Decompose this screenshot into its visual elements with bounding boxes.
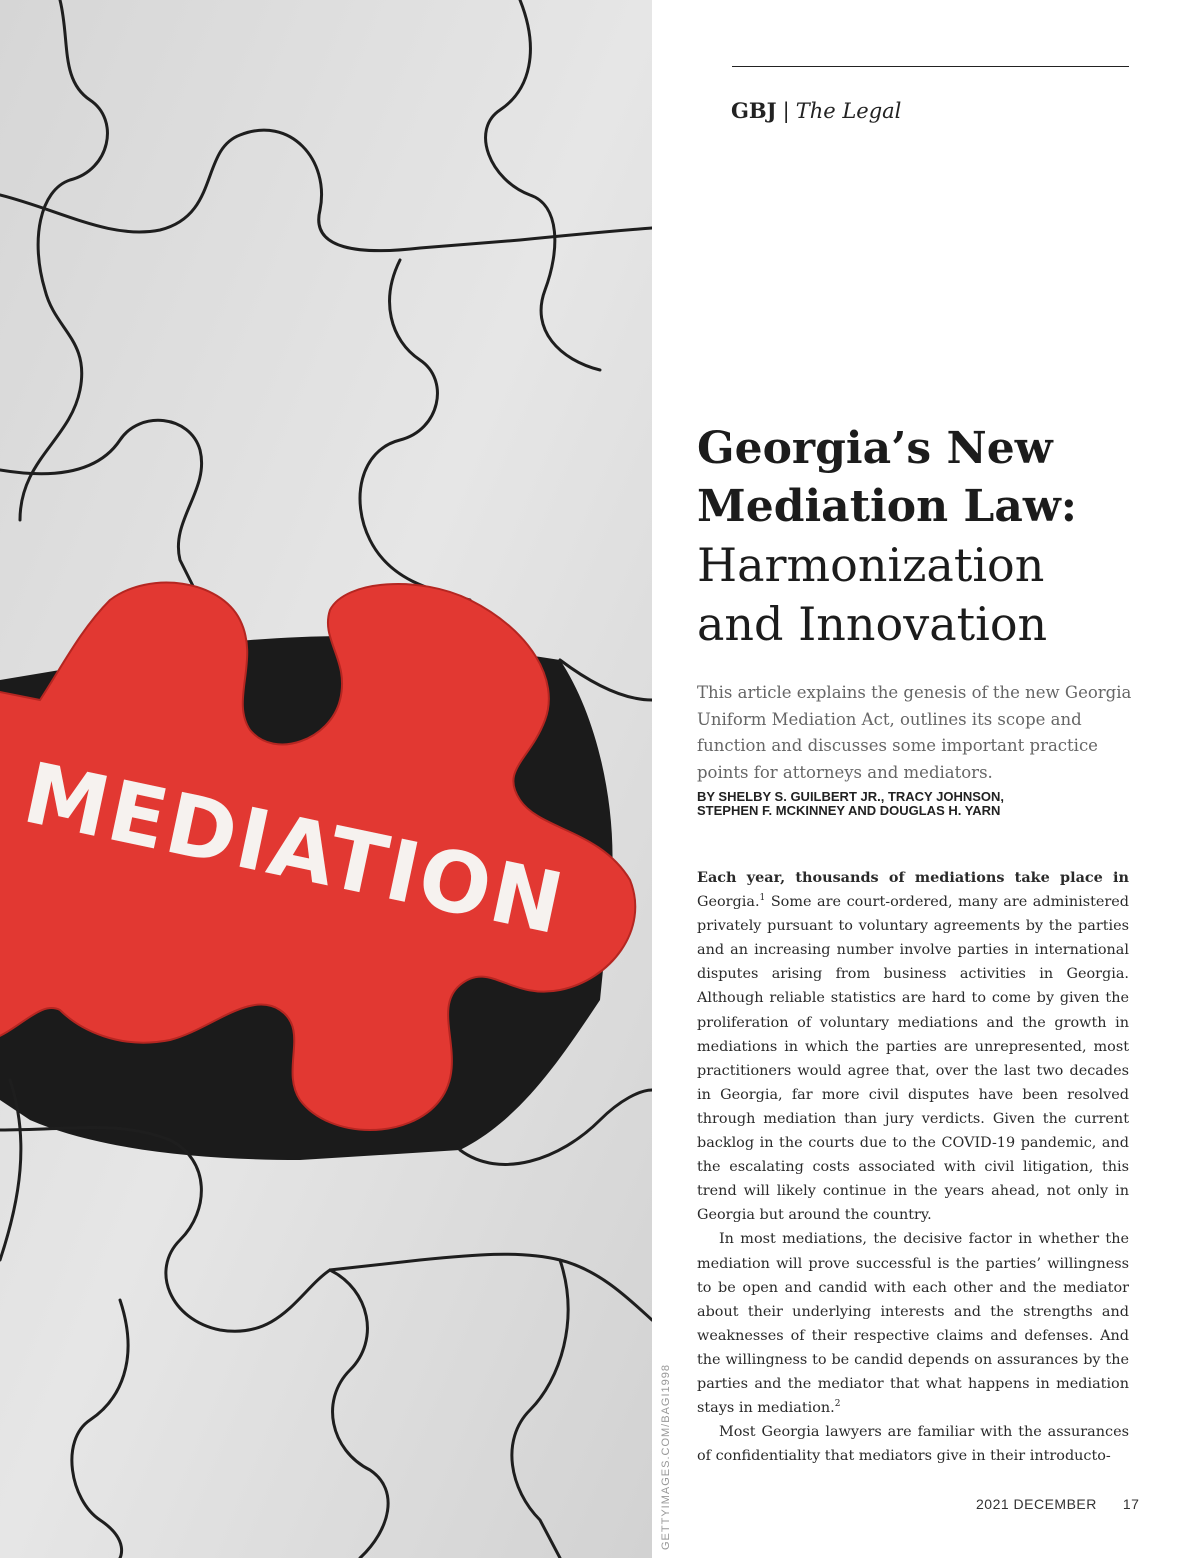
article-body xyxy=(697,866,1129,1468)
article-dek: This article explains the genesis of the new Georgia Uniform Mediation Act, outlines its scope and function and discusses some important practice points for attorneys and mediators. xyxy=(697,683,1132,782)
issue-date: 2021 DECEMBER xyxy=(976,1496,1097,1512)
p1-text-a: Georgia. xyxy=(697,894,760,911)
body-paragraph-1 xyxy=(697,866,1129,1227)
title-line-3: Harmonization xyxy=(697,538,1045,592)
byline-line-1: BY SHELBY S. GUILBERT JR., TRACY JOHNSON, xyxy=(697,789,1004,804)
byline-line-2: STEPHEN F. MCKINNEY AND DOUGLAS H. YARN xyxy=(697,803,1001,818)
header-rule xyxy=(732,66,1129,67)
header-separator: | xyxy=(782,99,790,123)
article-byline xyxy=(697,790,1137,818)
page-footer xyxy=(976,1496,1139,1512)
title-line-4: and Innovation xyxy=(697,597,1048,651)
photo-credit: GETTYIMAGES.COM/BAGI1998 xyxy=(660,1364,672,1550)
footnote-ref-1[interactable]: 1 xyxy=(759,893,766,904)
page-number: 17 xyxy=(1122,1496,1140,1512)
lead-in: Each year, thousands of mediations take place in xyxy=(697,869,1129,886)
section-header xyxy=(731,98,901,123)
body-paragraph-3 xyxy=(697,1420,1129,1468)
p2-text-a: In most mediations, the decisive factor in whether the mediation will prove successful is the parties’ willingness to be open and candid with each other and the mediator about their underlying interests and the strengths and weaknesses of their respective claims and defenses. And the willingness to be candid depends on assurances by the parties and the mediator that what happens in mediation stays in mediation. xyxy=(697,1231,1129,1417)
p3-text-a: Most Georgia lawyers are familiar with the assurances of confidentiality that mediators give in their introducto- xyxy=(697,1424,1129,1465)
publication-abbr: GBJ xyxy=(731,98,777,123)
body-paragraph-2 xyxy=(697,1227,1129,1420)
p1-text-b: Some are court-ordered, many are administered privately pursuant to voluntary agreements by the parties and an increasing number involve parties in international disputes arising from business activities in Georgia. Although reliable statistics are hard to come by given the proliferation of voluntary mediations and the growth in mediations in which the parties are unrepresented, most practitioners would agree that, over the last two decades in Georgia, far more civil disputes have been resolved through mediation than jury verdicts. Given the current backlog in the courts due to the COVID-19 pandemic, and the escalating costs associated with civil litigation, this trend will likely continue in the years ahead, not only in Georgia but around the country. xyxy=(697,894,1129,1224)
section-name: The Legal xyxy=(795,99,902,123)
title-line-1: Georgia’s New xyxy=(697,423,1053,474)
title-line-2: Mediation Law: xyxy=(697,481,1077,532)
article-title xyxy=(697,420,1177,654)
puzzle-label: MEDIATION xyxy=(15,743,573,954)
footnote-ref-2[interactable]: 2 xyxy=(834,1399,841,1410)
